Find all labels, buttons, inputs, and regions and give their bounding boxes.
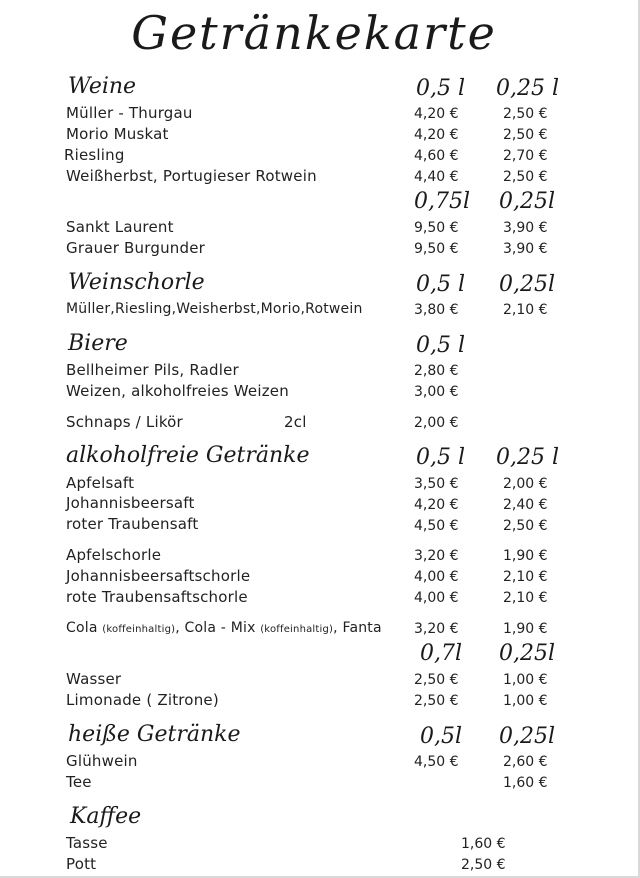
menu-item-name: Morio Muskat xyxy=(66,125,169,143)
price: 4,60 € xyxy=(414,148,459,164)
price: 3,20 € xyxy=(414,548,459,564)
unit-header: 0,25l xyxy=(499,724,556,749)
price: 4,00 € xyxy=(414,590,459,606)
unit-header: 0,25l xyxy=(499,189,556,214)
caffeine-note: (koffeinhaltig) xyxy=(102,624,176,635)
price: 4,20 € xyxy=(414,106,459,122)
price: 4,50 € xyxy=(414,518,459,534)
price: 2,10 € xyxy=(503,302,548,318)
price: 2,50 € xyxy=(503,127,548,143)
unit-header: 0,5 l xyxy=(416,272,466,297)
menu-item-name: Apfelschorle xyxy=(66,546,162,564)
section-heading-biere: Biere xyxy=(68,331,128,356)
price: 3,90 € xyxy=(503,241,548,257)
menu-item-name: Müller - Thurgau xyxy=(66,104,193,122)
price: 4,20 € xyxy=(414,127,459,143)
unit-header: 0,5 l xyxy=(416,333,466,358)
menu-item-name: Tee xyxy=(66,773,92,791)
price: 2,50 € xyxy=(503,106,548,122)
section-heading-weinschorle: Weinschorle xyxy=(68,270,205,295)
price: 2,60 € xyxy=(503,754,548,770)
unit-header: 0,5l xyxy=(420,724,463,749)
menu-item-name: Wasser xyxy=(66,670,122,688)
unit-header: 0,25l xyxy=(499,641,556,666)
price: 2,50 € xyxy=(414,672,459,688)
price: 3,90 € xyxy=(503,220,548,236)
menu-item-name: Glühwein xyxy=(66,752,138,770)
price: 1,60 € xyxy=(461,836,506,852)
price: 2,50 € xyxy=(414,693,459,709)
unit-header: 0,25l xyxy=(499,272,556,297)
unit-header: 0,5 l xyxy=(416,445,466,470)
unit-header: 0,25 l xyxy=(496,445,560,470)
size-label: 2cl xyxy=(284,413,307,431)
menu-item-name: Limonade ( Zitrone) xyxy=(66,691,219,709)
price: 2,70 € xyxy=(503,148,548,164)
menu-item-name: Müller,Riesling,Weisherbst,Morio,Rotwein xyxy=(66,301,363,317)
price: 9,50 € xyxy=(414,220,459,236)
menu-item-name: Sankt Laurent xyxy=(66,218,174,236)
unit-header: 0,7l xyxy=(420,641,463,666)
price: 3,20 € xyxy=(414,621,459,637)
price: 2,10 € xyxy=(503,590,548,606)
price: 2,10 € xyxy=(503,569,548,585)
section-heading-weine: Weine xyxy=(68,74,137,99)
price: 3,00 € xyxy=(414,384,459,400)
price: 1,90 € xyxy=(503,621,548,637)
section-heading-alkoholfreie-getraenke: alkoholfreie Getränke xyxy=(66,443,310,468)
menu-item-name: Apfelsaft xyxy=(66,474,135,492)
cola-text: Cola xyxy=(66,620,103,636)
cola-text: , Cola - Mix xyxy=(175,620,261,636)
page-title: Getränkekarte xyxy=(131,6,497,60)
price: 2,40 € xyxy=(503,497,548,513)
menu-item-name: Johannisbeersaftschorle xyxy=(66,567,251,585)
price: 9,50 € xyxy=(414,241,459,257)
menu-item-name: Johannisbeersaft xyxy=(66,494,195,512)
unit-header: 0,75l xyxy=(414,189,471,214)
price: 2,00 € xyxy=(414,415,459,431)
menu-item-name: Pott xyxy=(66,855,97,873)
caffeine-note: (koffeinhaltig) xyxy=(260,624,334,635)
menu-item-name: Riesling xyxy=(64,146,125,164)
menu-item-name: Bellheimer Pils, Radler xyxy=(66,361,239,379)
menu-item-name: Tasse xyxy=(66,834,108,852)
price: 1,00 € xyxy=(503,672,548,688)
price: 2,50 € xyxy=(503,169,548,185)
menu-item-name-cola xyxy=(66,620,382,636)
section-heading-kaffee: Kaffee xyxy=(70,804,142,829)
price: 1,60 € xyxy=(503,775,548,791)
price: 1,00 € xyxy=(503,693,548,709)
price: 4,50 € xyxy=(414,754,459,770)
price: 3,50 € xyxy=(414,476,459,492)
price: 1,90 € xyxy=(503,548,548,564)
price: 2,50 € xyxy=(461,857,506,873)
price: 2,00 € xyxy=(503,476,548,492)
menu-item-name: Weißherbst, Portugieser Rotwein xyxy=(66,167,317,185)
menu-item-name: rote Traubensaftschorle xyxy=(66,588,248,606)
unit-header: 0,5 l xyxy=(416,76,466,101)
menu-item-name: roter Traubensaft xyxy=(66,515,199,533)
menu-item-name: Weizen, alkoholfreies Weizen xyxy=(66,382,289,400)
price: 4,00 € xyxy=(414,569,459,585)
price: 2,80 € xyxy=(414,363,459,379)
menu-item-name: Grauer Burgunder xyxy=(66,239,206,257)
cola-text: , Fanta xyxy=(333,620,382,636)
menu-item-name: Schnaps / Likör xyxy=(66,413,183,431)
price: 2,50 € xyxy=(503,518,548,534)
price: 4,40 € xyxy=(414,169,459,185)
price: 3,80 € xyxy=(414,302,459,318)
section-heading-heisse-getraenke: heiße Getränke xyxy=(68,722,241,747)
unit-header: 0,25 l xyxy=(496,76,560,101)
price: 4,20 € xyxy=(414,497,459,513)
